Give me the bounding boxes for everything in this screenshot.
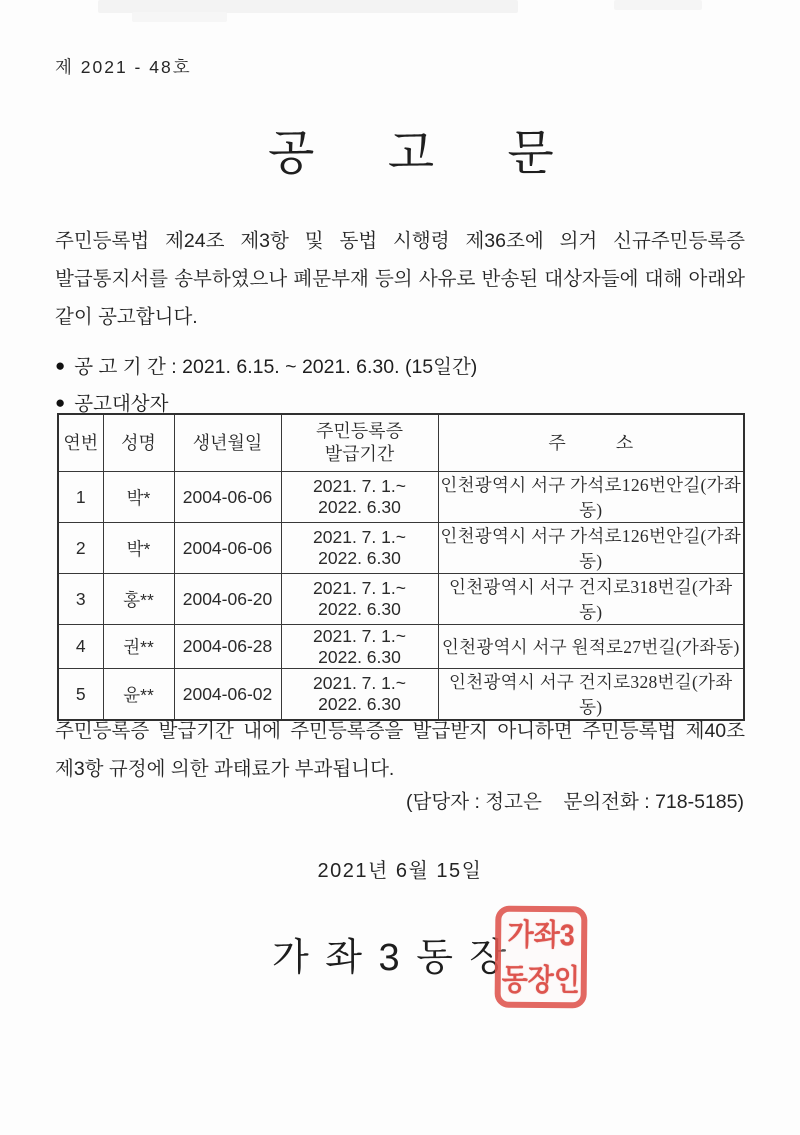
intro-line-2: 발급통지서를 송부하였으나 폐문부재 등의 사유로 반송된 대상자들에 대해 아래와 [55, 268, 745, 290]
col-header-address: 주 소 [438, 414, 744, 472]
cell-name: 윤** [103, 669, 174, 721]
signer-title: 가 좌 3 동 장 [272, 937, 510, 979]
cell-birth: 2004-06-20 [174, 574, 281, 625]
cell-name: 박* [103, 523, 174, 574]
cell-address: 인천광역시 서구 건지로318번길(가좌동) [438, 574, 744, 625]
notice-subjects-text: 공고대상자 [74, 393, 169, 415]
table-row [58, 574, 744, 625]
intro-paragraph [55, 222, 745, 336]
scan-artifact [132, 12, 227, 22]
table-row [58, 523, 744, 574]
cell-no: 1 [58, 472, 103, 523]
bullet-icon: ● [55, 392, 66, 412]
cell-no: 3 [58, 574, 103, 625]
cell-no: 4 [58, 625, 103, 669]
cell-period-line1: 2021. 7. 1.~ [313, 527, 406, 547]
cell-address: 인천광역시 서구 건지로328번길(가좌동) [438, 669, 744, 721]
cell-name: 권** [103, 625, 174, 669]
col-header-period-line2: 발급기간 [324, 444, 395, 464]
cell-period [281, 625, 438, 669]
cell-name: 박* [103, 472, 174, 523]
cell-period-line2: 2022. 6.30 [318, 599, 401, 619]
cell-period [281, 523, 438, 574]
official-seal [495, 906, 588, 1009]
notice-period-text: 공 고 기 간 : 2021. 6.15. ~ 2021. 6.30. (15일간) [74, 356, 478, 378]
col-header-period [281, 414, 438, 472]
cell-period [281, 472, 438, 523]
cell-period-line2: 2022. 6.30 [318, 694, 401, 714]
intro-line-3: 같이 공고합니다. [55, 306, 198, 328]
bullet-icon: ● [55, 355, 66, 375]
seal-text-line2: 동장인 [501, 962, 581, 997]
cell-period [281, 574, 438, 625]
cell-birth: 2004-06-06 [174, 472, 281, 523]
cell-name: 홍** [103, 574, 174, 625]
notice-table [57, 413, 745, 721]
cell-period-line2: 2022. 6.30 [318, 497, 401, 517]
cell-period-line1: 2021. 7. 1.~ [313, 673, 406, 693]
notice-subjects-row [55, 388, 168, 416]
intro-line-1: 주민등록법 제24조 제3항 및 동법 시행령 제36조에 의거 신규주민등록증 [55, 230, 745, 252]
table-row [58, 472, 744, 523]
seal-text-line1: 가좌3 [507, 917, 575, 952]
cell-address: 인천광역시 서구 가석로126번안길(가좌동) [438, 472, 744, 523]
doc-number: 제 2021 - 48호 [55, 57, 192, 77]
penalty-paragraph [55, 712, 745, 788]
cell-period-line1: 2021. 7. 1.~ [313, 476, 406, 496]
cell-address: 인천광역시 서구 가석로126번안길(가좌동) [438, 523, 744, 574]
scan-artifact [614, 0, 702, 10]
contact-info: (담당자 : 정고은 문의전화 : 718-5185) [406, 791, 744, 813]
cell-period-line1: 2021. 7. 1.~ [313, 578, 406, 598]
col-header-birth: 생년월일 [174, 414, 281, 472]
notice-period-row [55, 351, 477, 379]
col-header-no: 연번 [58, 414, 103, 472]
penalty-line-2: 제3항 규정에 의한 과태료가 부과됩니다. [55, 758, 395, 780]
cell-period-line2: 2022. 6.30 [318, 646, 401, 667]
cell-birth: 2004-06-06 [174, 523, 281, 574]
cell-birth: 2004-06-02 [174, 669, 281, 721]
page-title: 공 고 문 [268, 127, 584, 180]
col-header-period-line1: 주민등록증 [316, 421, 403, 441]
col-header-name: 성명 [103, 414, 174, 472]
table-row [58, 625, 744, 669]
table-header-row [58, 414, 744, 472]
cell-address: 인천광역시 서구 원적로27번길(가좌동) [438, 625, 744, 669]
cell-period-line1: 2021. 7. 1.~ [313, 625, 406, 646]
penalty-line-1: 주민등록증 발급기간 내에 주민등록증을 발급받지 아니하면 주민등록법 제40조 [55, 720, 745, 742]
cell-no: 2 [58, 523, 103, 574]
cell-no: 5 [58, 669, 103, 721]
notice-date: 2021년 6월 15일 [317, 860, 483, 882]
cell-birth: 2004-06-28 [174, 625, 281, 669]
cell-period-line2: 2022. 6.30 [318, 548, 401, 568]
